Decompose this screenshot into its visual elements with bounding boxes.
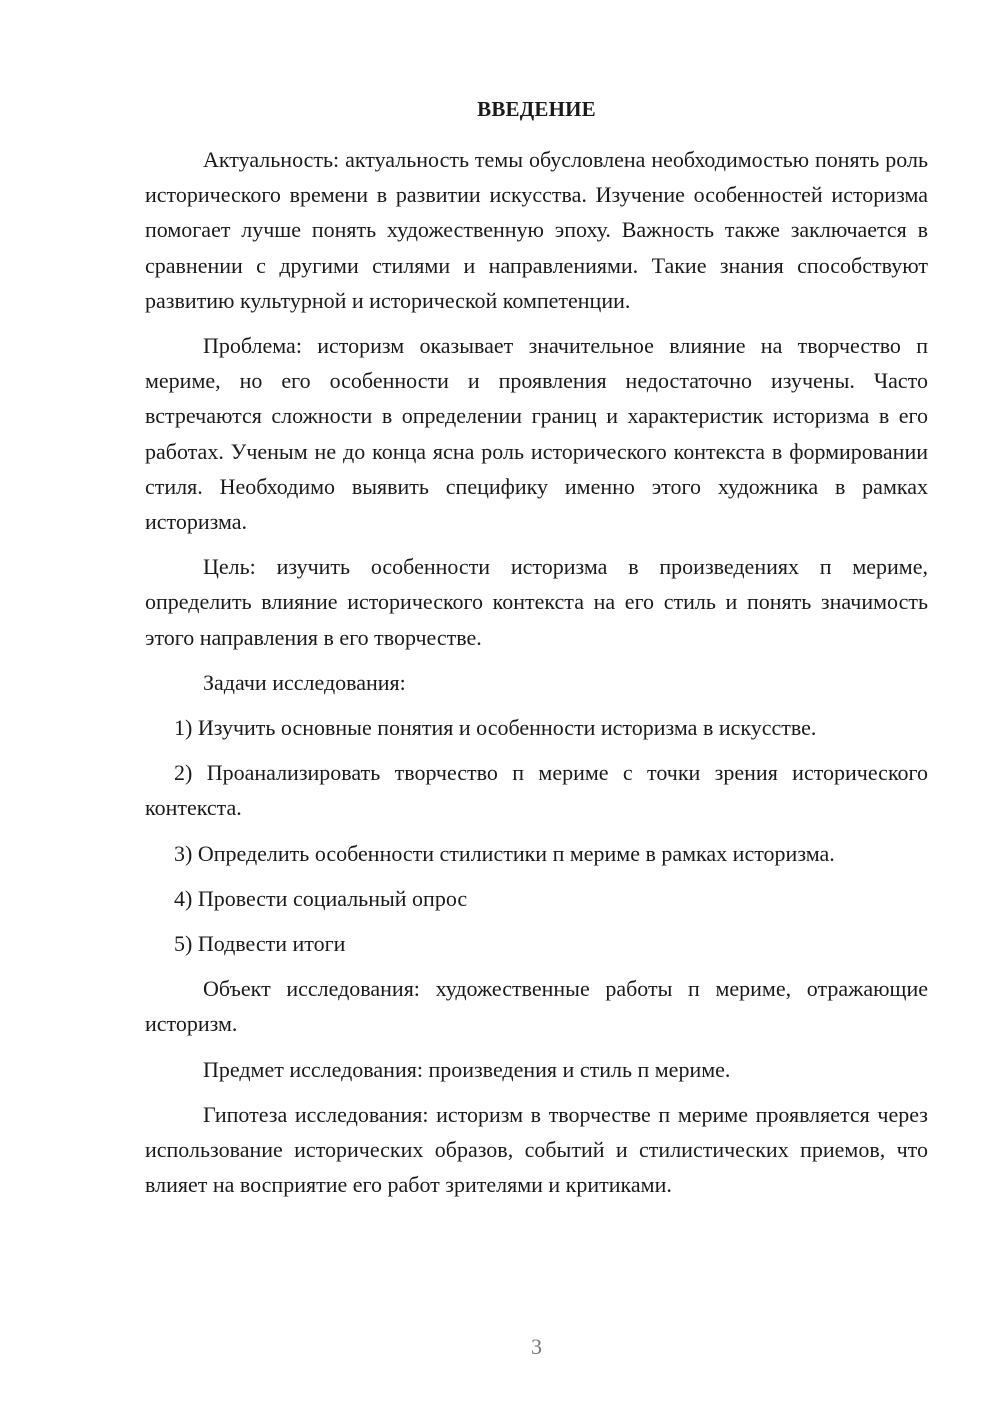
page-title: ВВЕДЕНИЕ [477,97,596,121]
page-number: 3 [531,1334,542,1359]
document-body [145,142,928,1212]
task-item-1: 1) Изучить основные понятия и особенности историзма в искусстве. [174,715,817,741]
task-item-2: 2) Проанализировать творчество п мериме с точки зрения исторического контекста. [145,760,928,821]
paragraph-goal: Цель: изучить особенности историзма в произведениях п мериме, определить влияние исторического контекста на его стиль и понять значимость этого направления в его творчестве. [145,554,928,650]
task-item-4: 4) Провести социальный опрос [174,885,468,911]
paragraph-subject: Предмет исследования: произведения и стиль п мериме. [203,1056,731,1082]
paragraph-problem: Проблема: историзм оказывает значительное влияние на творчество п мериме, но его особенности и проявления недостаточно изучены. Часто встречаются сложности в определении границ и характеристик историзма в его работах. Ученым не до конца ясна роль исторического контекста в формировании стиля. Необходимо выявить специфику именно этого художника в рамках историзма. [145,333,928,535]
document-page [145,0,928,1414]
task-item-3: 3) Определить особенности стилистики п мериме в рамках историзма. [174,840,835,866]
paragraph-tasks-heading: Задачи исследования: [203,669,406,695]
paragraph-object: Объект исследования: художественные работы п мериме, отражающие историзм. [145,976,928,1037]
paragraph-relevance: Актуальность: актуальность темы обусловлена необходимостью понять роль исторического времени в развитии искусства. Изучение особенностей историзма помогает лучше понять художественную эпоху. Важность также заключается в сравнении с другими стилями и направлениями. Такие знания способствуют развитию культурной и исторической компетенции. [145,147,928,313]
task-item-5: 5) Подвести итоги [174,931,346,957]
paragraph-hypothesis: Гипотеза исследования: историзм в творчестве п мериме проявляется через использование исторических образов, событий и стилистических приемов, что влияет на восприятие его работ зрителями и критиками. [145,1101,928,1198]
